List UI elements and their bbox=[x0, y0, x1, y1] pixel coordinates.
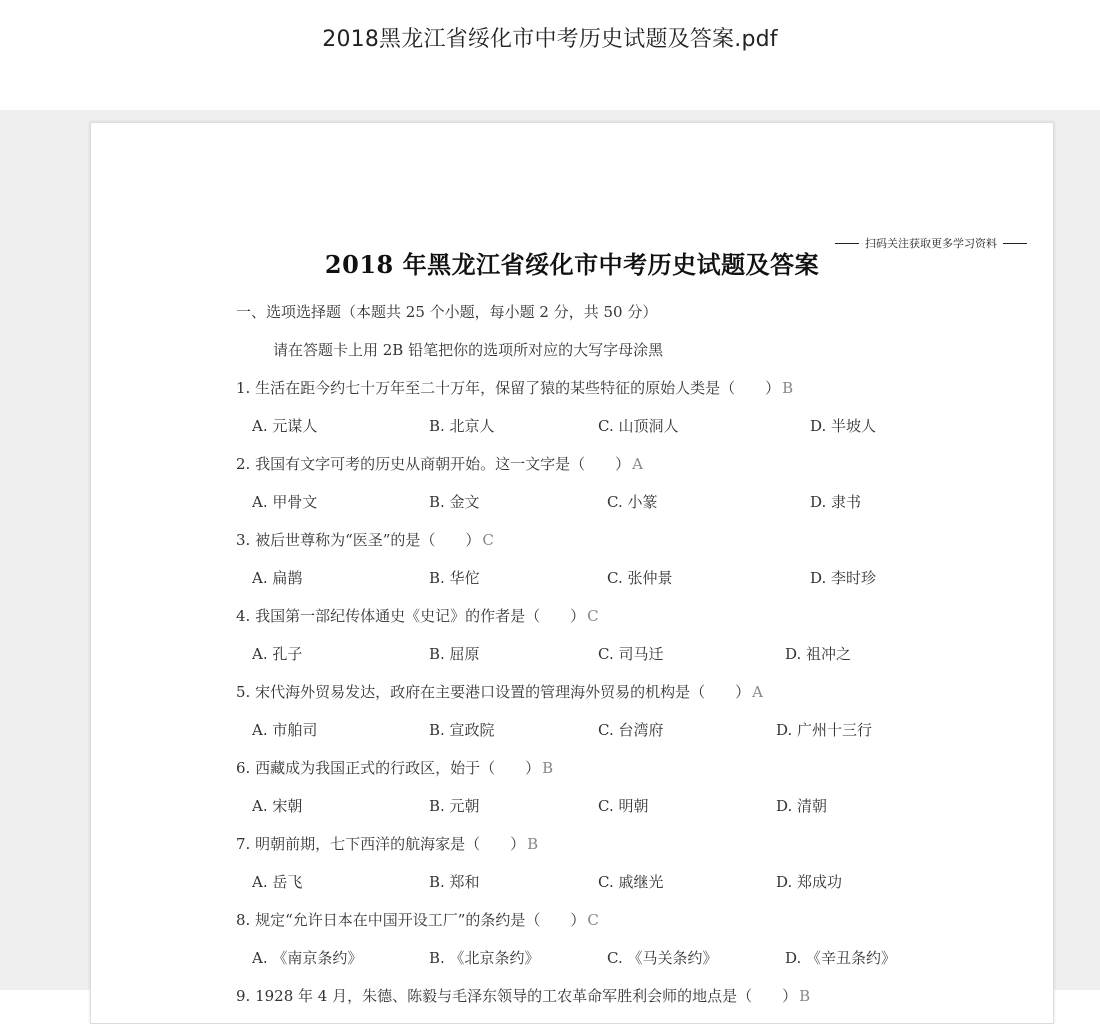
options-row-8 bbox=[236, 939, 1016, 977]
option-a: A. 市舶司 bbox=[252, 721, 318, 739]
option-a: A. 《南京条约》 bbox=[252, 949, 363, 967]
option-c: C. 张仲景 bbox=[607, 569, 673, 587]
option-d: D. 半坡人 bbox=[810, 417, 877, 435]
question-text: 9. 1928 年 4 月，朱德、陈毅与毛泽东领导的工农革命军胜利会师的地点是（ ） bbox=[236, 987, 798, 1005]
answer-key: C bbox=[587, 607, 599, 625]
option-a: A. 孔子 bbox=[252, 645, 303, 663]
option-d: D. 《辛丑条约》 bbox=[785, 949, 897, 967]
question-text: 3. 被后世尊称为“医圣”的是（ ） bbox=[236, 531, 481, 549]
instruction-text: 请在答题卡上用 2B 铅笔把你的选项所对应的大写字母涂黑 bbox=[273, 341, 664, 359]
file-title: 2018黑龙江省绥化市中考历史试题及答案.pdf bbox=[322, 27, 778, 52]
option-a: A. 甲骨文 bbox=[252, 493, 318, 511]
section-heading: 一、选项选择题（本题共 25 个小题，每小题 2 分，共 50 分） bbox=[236, 303, 658, 321]
option-a: A. 宋朝 bbox=[252, 797, 303, 815]
option-d: D. 清朝 bbox=[776, 797, 828, 815]
option-c: C. 台湾府 bbox=[598, 721, 664, 739]
document-viewer[interactable] bbox=[0, 110, 1100, 1005]
option-d: D. 隶书 bbox=[810, 493, 862, 511]
pdf-page bbox=[90, 122, 1054, 1024]
option-a: A. 元谋人 bbox=[252, 417, 318, 435]
options-row-7 bbox=[236, 863, 1016, 901]
question-7 bbox=[236, 825, 1016, 863]
title-bar bbox=[0, 0, 1100, 110]
question-text: 1. 生活在距今约七十万年至二十万年，保留了猿的某些特征的原始人类是（ ） bbox=[236, 379, 781, 397]
option-b: B. 元朝 bbox=[429, 797, 480, 815]
watermark-line-right bbox=[1003, 243, 1027, 244]
option-b: B. 华佗 bbox=[429, 569, 480, 587]
answer-key: B bbox=[542, 759, 554, 777]
answer-key: A bbox=[632, 455, 643, 473]
question-3 bbox=[236, 521, 1016, 559]
option-c: C. 明朝 bbox=[598, 797, 649, 815]
options-row-5 bbox=[236, 711, 1016, 749]
option-d: D. 郑成功 bbox=[776, 873, 843, 891]
question-text: 2. 我国有文字可考的历史从商朝开始。这一文字是（ ） bbox=[236, 455, 631, 473]
question-6 bbox=[236, 749, 1016, 787]
option-c: C. 司马迁 bbox=[598, 645, 664, 663]
answer-key: B bbox=[527, 835, 539, 853]
question-9 bbox=[236, 977, 1016, 1015]
question-5 bbox=[236, 673, 1016, 711]
option-c: C. 小篆 bbox=[607, 493, 658, 511]
options-row-4 bbox=[236, 635, 1016, 673]
question-text: 6. 西藏成为我国正式的行政区，始于（ ） bbox=[236, 759, 541, 777]
option-c: C. 戚继光 bbox=[598, 873, 664, 891]
question-text: 8. 规定“允许日本在中国开设工厂”的条约是（ ） bbox=[236, 911, 586, 929]
option-b: B. 宣政院 bbox=[429, 721, 495, 739]
option-b: B. 《北京条约》 bbox=[429, 949, 540, 967]
question-1 bbox=[236, 369, 1016, 407]
document-title: 2018 年黑龙江省绥化市中考历史试题及答案 bbox=[324, 250, 820, 279]
option-a: A. 扁鹊 bbox=[252, 569, 303, 587]
options-row-6 bbox=[236, 787, 1016, 825]
options-row-1 bbox=[236, 407, 1016, 445]
answer-key: B bbox=[799, 987, 811, 1005]
question-text: 4. 我国第一部纪传体通史《史记》的作者是（ ） bbox=[236, 607, 586, 625]
option-c: C. 《马关条约》 bbox=[607, 949, 718, 967]
question-text: 5. 宋代海外贸易发达，政府在主要港口设置的管理海外贸易的机构是（ ） bbox=[236, 683, 751, 701]
option-b: B. 北京人 bbox=[429, 417, 495, 435]
answer-key: C bbox=[482, 531, 494, 549]
question-2 bbox=[236, 445, 1016, 483]
option-d: D. 李时珍 bbox=[810, 569, 877, 587]
question-text: 7. 明朝前期，七下西洋的航海家是（ ） bbox=[236, 835, 526, 853]
answer-key: C bbox=[587, 911, 599, 929]
watermark-line-left bbox=[835, 243, 859, 244]
option-a: A. 岳飞 bbox=[252, 873, 303, 891]
option-b: B. 屈原 bbox=[429, 645, 480, 663]
question-8 bbox=[236, 901, 1016, 939]
option-b: B. 金文 bbox=[429, 493, 480, 511]
option-d: D. 广州十三行 bbox=[776, 721, 873, 739]
question-list bbox=[236, 369, 1016, 1015]
option-b: B. 郑和 bbox=[429, 873, 480, 891]
option-d: D. 祖冲之 bbox=[785, 645, 852, 663]
watermark-text: 扫码关注获取更多学习资料 bbox=[865, 237, 997, 250]
options-row-3 bbox=[236, 559, 1016, 597]
answer-key: B bbox=[782, 379, 794, 397]
options-row-2 bbox=[236, 483, 1016, 521]
option-c: C. 山顶洞人 bbox=[598, 417, 679, 435]
question-4 bbox=[236, 597, 1016, 635]
exam-content bbox=[236, 293, 1016, 1015]
answer-key: A bbox=[752, 683, 763, 701]
